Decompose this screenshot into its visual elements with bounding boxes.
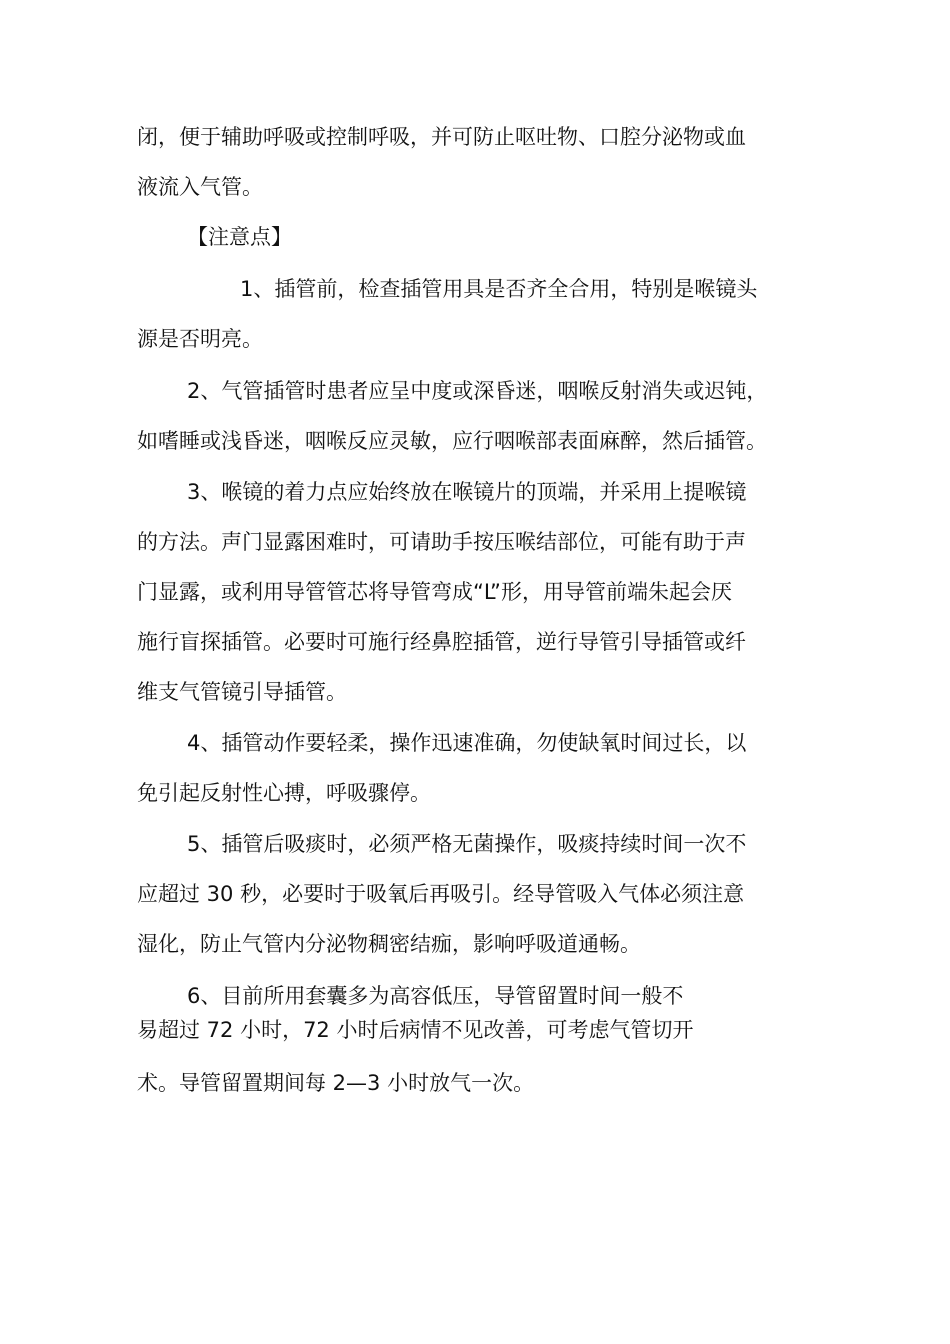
item-6-line-1: 6、目前所用套囊多为高容低压，导管留置时间一般不 (187, 984, 684, 1008)
item-3-line-2: 的方法。声门显露困难时，可请助手按压喉结部位，可能有助于声 (137, 530, 746, 554)
item-5-line-1: 5、插管后吸痰时，必须严格无菌操作，吸痰持续时间一次不 (187, 832, 747, 856)
item-6-line-2: 易超过 72 小时，72 小时后病情不见改善，可考虑气管切开 (137, 1018, 694, 1042)
item-3-line-4: 施行盲探插管。必要时可施行经鼻腔插管，逆行导管引导插管或纤 (137, 630, 746, 654)
item-4-line-1: 4、插管动作要轻柔，操作迅速准确，勿使缺氧时间过长，以 (187, 731, 747, 755)
section-heading: 【注意点】 (187, 225, 292, 249)
item-3-line-5: 维支气管镜引导插管。 (137, 680, 347, 704)
item-1-line-1: 1、插管前，检查插管用具是否齐全合用，特别是喉镜头 (240, 277, 758, 301)
item-6-line-3: 术。导管留置期间每 2—3 小时放气一次。 (137, 1071, 535, 1095)
item-5-line-2: 应超过 30 秒，必要时于吸氧后再吸引。经导管吸入气体必须注意 (137, 882, 745, 906)
item-3-line-1: 3、喉镜的着力点应始终放在喉镜片的顶端，并采用上提喉镜 (187, 480, 747, 504)
item-5-line-3: 湿化，防止气管内分泌物稠密结痂，影响呼吸道通畅。 (137, 932, 641, 956)
item-4-line-2: 免引起反射性心搏，呼吸骤停。 (137, 781, 431, 805)
item-2-line-2: 如嗜睡或浅昏迷，咽喉反应灵敏，应行咽喉部表面麻醉，然后插管。 (137, 429, 767, 453)
intro-line-1: 闭，便于辅助呼吸或控制呼吸，并可防止呕吐物、口腔分泌物或血 (137, 125, 746, 149)
intro-line-2: 液流入气管。 (137, 175, 263, 199)
item-3-line-3: 门显露，或利用导管管芯将导管弯成“L”形，用导管前端朱起会厌 (137, 580, 732, 604)
item-1-line-2: 源是否明亮。 (137, 327, 263, 351)
item-2-line-1: 2、气管插管时患者应呈中度或深昏迷，咽喉反射消失或迟钝， (187, 379, 768, 403)
